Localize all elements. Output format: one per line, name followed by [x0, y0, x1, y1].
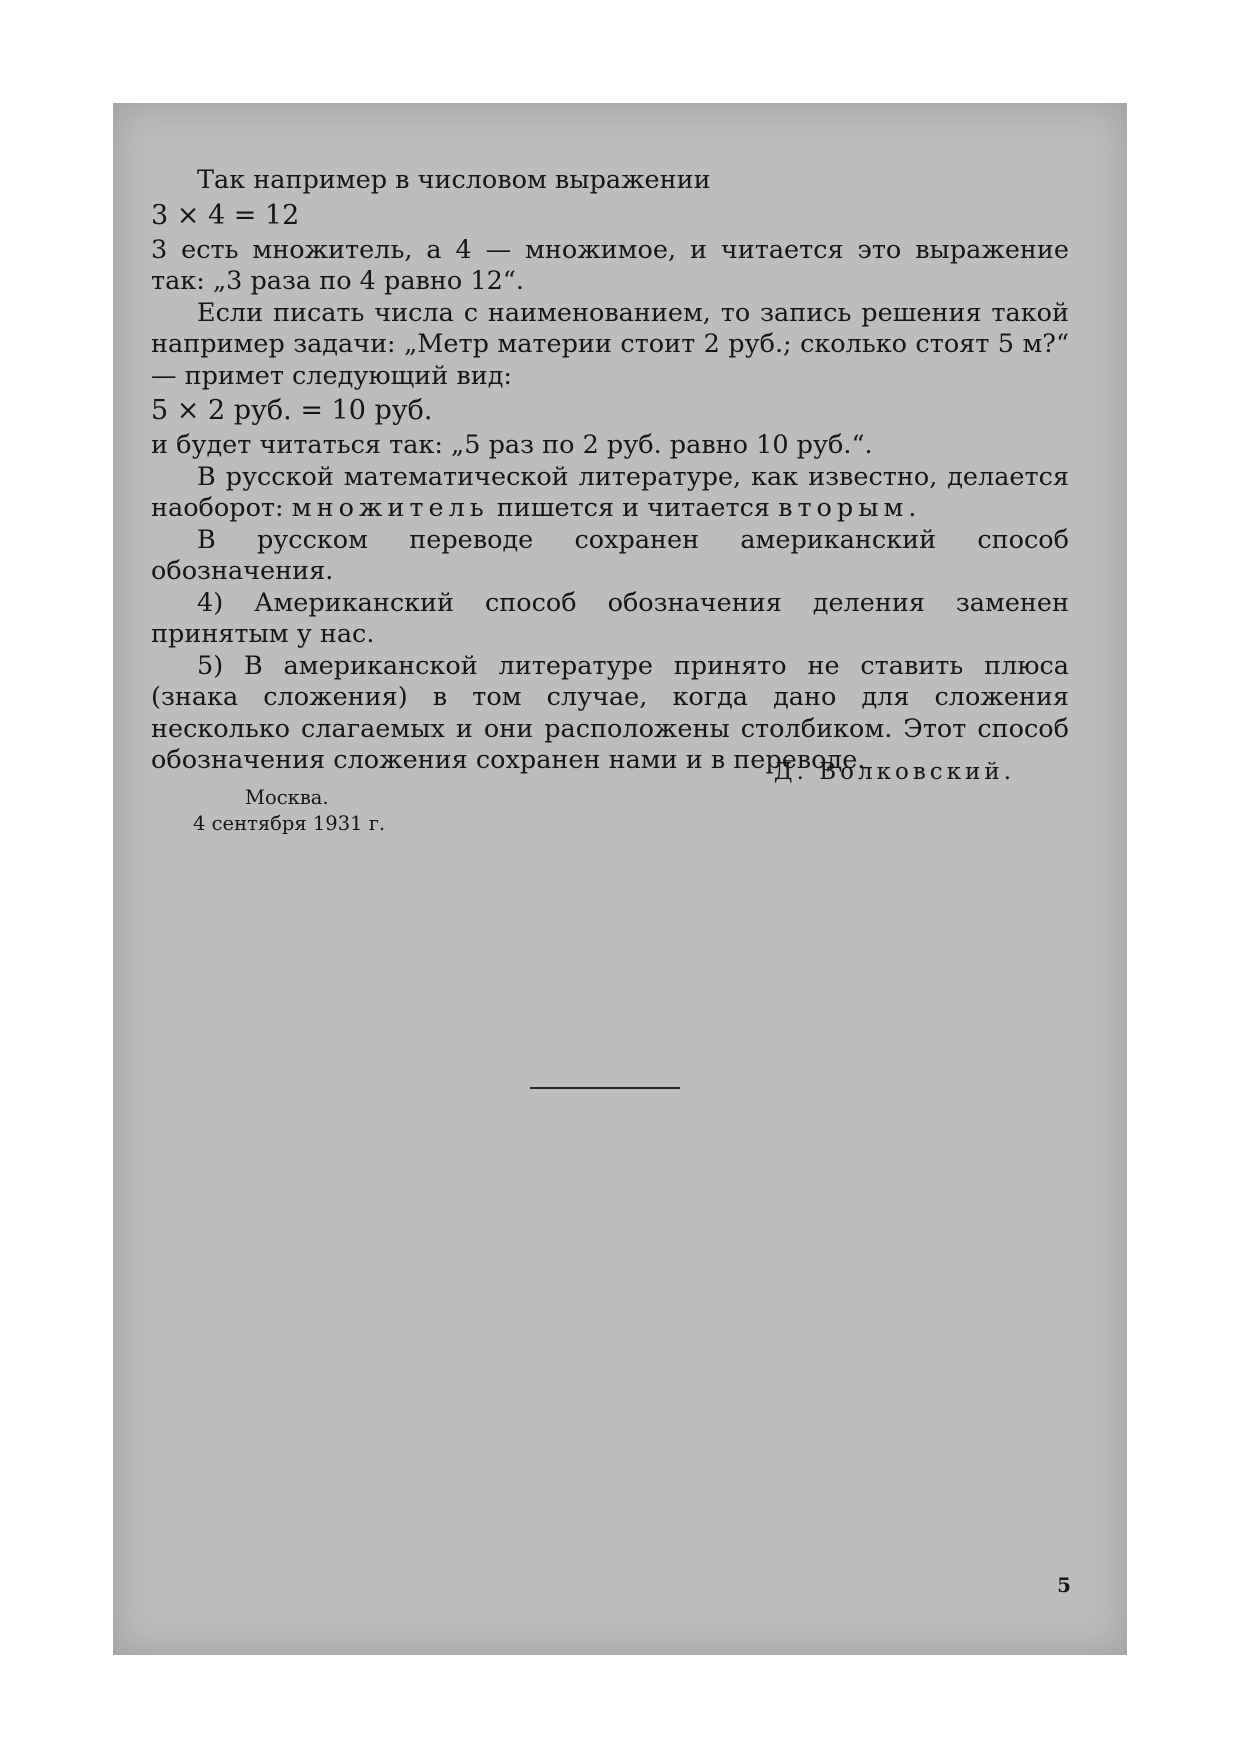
closing-rule [530, 1087, 680, 1089]
paragraph-named-numbers: Если писать числа с наименованием, то запись решения такой например задачи: „Метр материи стоит 2 руб.; сколько стоят 5 м?“ — примет следующий вид: [151, 297, 1069, 391]
emphasis-second: вторым [778, 493, 909, 523]
formula-multiplication: 3 × 4 = 12 [151, 199, 300, 231]
paragraph-division-note: 4) Американский способ обозначения деления заменен принятым у нас. [151, 587, 1069, 649]
emphasis-multiplier: множитель [291, 493, 489, 523]
place-of-writing: Москва. [245, 786, 329, 809]
scanned-page [113, 103, 1127, 1655]
author-signature: Д. Волковский. [773, 759, 1015, 785]
signature-block [151, 757, 1069, 835]
page-text [151, 165, 1069, 835]
date-of-writing: 4 сентября 1931 г. [193, 812, 386, 835]
paragraph-russian-literature-end: . [908, 493, 917, 523]
intro-line: Так например в числовом выражении [197, 165, 711, 195]
paragraph-russian-literature [151, 462, 1069, 525]
paragraph-russian-literature-start: В русской математической литературе, как известно, делается наоборот: [151, 461, 1069, 523]
paragraph-translation-note: В русском переводе сохранен американский способ обозначения. [151, 524, 1069, 586]
formula-rubles: 5 × 2 руб. = 10 руб. [151, 395, 433, 426]
paragraph-reading: и будет читаться так: „5 раз по 2 руб. равно 10 руб.“. [151, 430, 873, 460]
paragraph-russian-literature-middle: пишется и читается [488, 493, 779, 523]
paragraph-multiplier-explanation: 3 есть множитель, а 4 — множимое, и читается это выражение так: „3 раза по 4 равно 12“. [151, 234, 1069, 296]
paragraph-addition-note: 5) В американской литературе принято не ставить плюса (знака сложения) в том случае, когда дано для сложения несколько слагаемых и они расположены столбиком. Этот способ обозначения сложения сохранен нами и в переводе. [151, 650, 1069, 775]
page-number: 5 [1057, 1573, 1071, 1597]
